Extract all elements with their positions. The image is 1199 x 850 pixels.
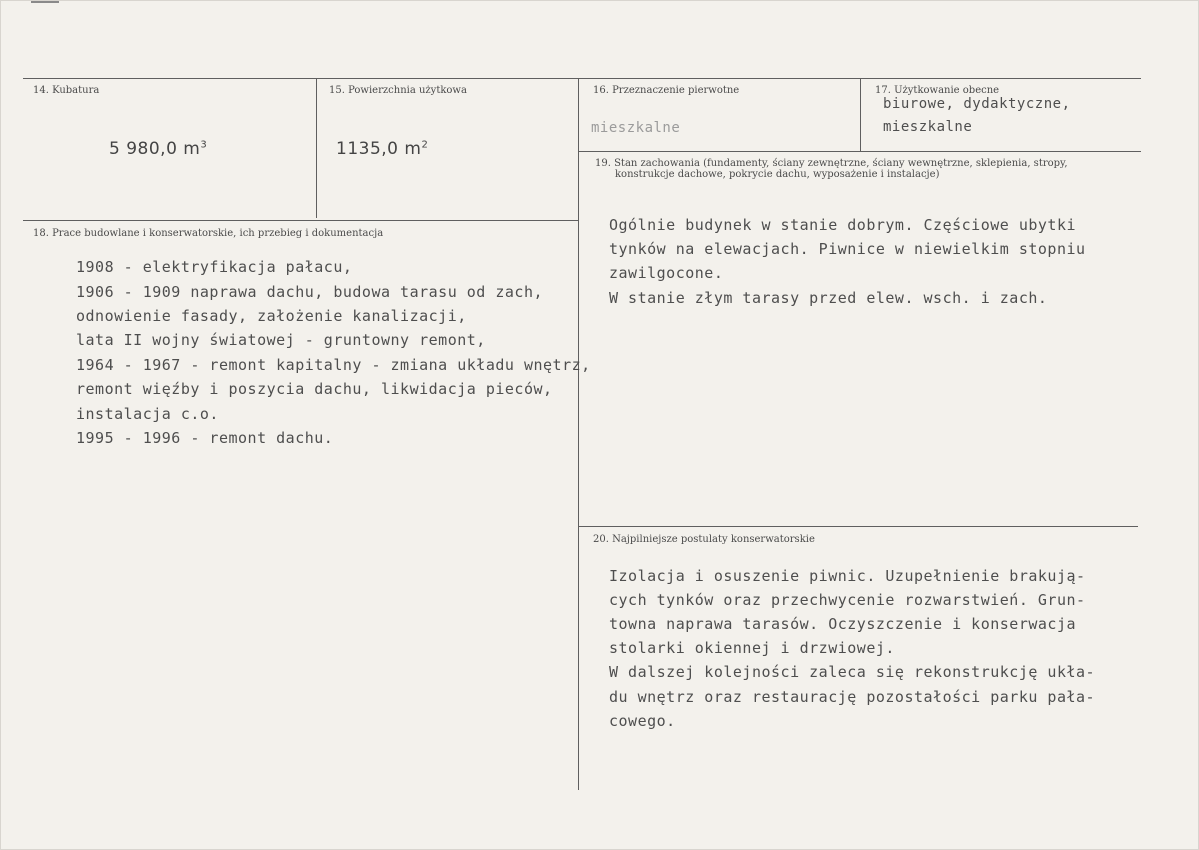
field-20-line-7: cowego.	[609, 712, 676, 730]
field-14-number: 5 980,0 m	[109, 139, 201, 159]
field-17-label: 17. Użytkowanie obecne	[875, 85, 1000, 96]
field-20-line-2: cych tynków oraz przechwycenie rozwarstwień. Grun-	[609, 591, 1086, 609]
field-14-label: 14. Kubatura	[33, 85, 100, 96]
rule-above-20	[578, 526, 1138, 527]
divider-16-17	[860, 78, 861, 151]
field-18-line-1: 1908 - elektryfikacja pałacu,	[76, 258, 353, 276]
field-20-label: 20. Najpilniejsze postulaty konserwatorskie	[593, 534, 815, 545]
field-19-line-4: W stanie złym tarasy przed elew. wsch. i zach.	[609, 289, 1048, 307]
rule-above-18	[23, 220, 579, 221]
field-17-line-2: mieszkalne	[883, 119, 973, 135]
field-20-line-6: du wnętrz oraz restaurację pozostałości parku pała-	[609, 688, 1096, 706]
rule-below-16-17	[578, 151, 1141, 152]
top-rule	[23, 78, 1141, 79]
field-20-line-5: W dalszej kolejności zaleca się rekonstrukcję ukła-	[609, 663, 1096, 681]
field-15-label: 15. Powierzchnia użytkowa	[329, 85, 467, 96]
field-20-line-1: Izolacja i osuszenie piwnic. Uzupełnienie brakują-	[609, 567, 1086, 585]
divider-15-16	[578, 78, 579, 790]
field-16-value: mieszkalne	[591, 120, 681, 136]
field-18-line-6: remont więźby i poszycia dachu, likwidacja pieców,	[76, 380, 553, 398]
divider-14-15	[316, 78, 317, 218]
field-19-label-line-2: konstrukcje dachowe, pokrycie dachu, wyposażenie i instalacje)	[615, 169, 940, 180]
field-18-line-5: 1964 - 1967 - remont kapitalny - zmiana układu wnętrz,	[76, 356, 591, 374]
field-18-line-3: odnowienie fasady, założenie kanalizacji,	[76, 307, 467, 325]
field-18-line-4: lata II wojny światowej - gruntowny remont,	[76, 331, 486, 349]
field-16-label: 16. Przeznaczenie pierwotne	[593, 85, 740, 96]
field-15-unit-exponent: 2	[421, 139, 429, 151]
field-18-line-8: 1995 - 1996 - remont dachu.	[76, 429, 334, 447]
field-15-value	[336, 139, 428, 159]
field-19-line-3: zawilgocone.	[609, 264, 724, 282]
field-20-line-3: towna naprawa tarasów. Oczyszczenie i konserwacja	[609, 615, 1077, 633]
field-14-unit-exponent: 3	[200, 139, 208, 151]
field-15-number: 1135,0 m	[336, 139, 422, 159]
field-17-line-1: biurowe, dydaktyczne,	[883, 96, 1071, 112]
field-18-line-2: 1906 - 1909 naprawa dachu, budowa tarasu od zach,	[76, 283, 544, 301]
field-19-line-2: tynków na elewacjach. Piwnice w niewielkim stopniu	[609, 240, 1086, 258]
field-20-line-4: stolarki okiennej i drzwiowej.	[609, 639, 895, 657]
field-18-label: 18. Prace budowlane i konserwatorskie, ich przebieg i dokumentacja	[33, 228, 384, 239]
field-19-line-1: Ogólnie budynek w stanie dobrym. Częściowe ubytki	[609, 216, 1077, 234]
field-18-line-7: instalacja c.o.	[76, 405, 219, 423]
top-edge-mark	[31, 1, 59, 3]
field-19-label-line-1: 19. Stan zachowania (fundamenty, ściany zewnętrzne, ściany wewnętrzne, sklepienia, stropy,	[595, 158, 1068, 169]
field-14-value	[109, 139, 207, 159]
